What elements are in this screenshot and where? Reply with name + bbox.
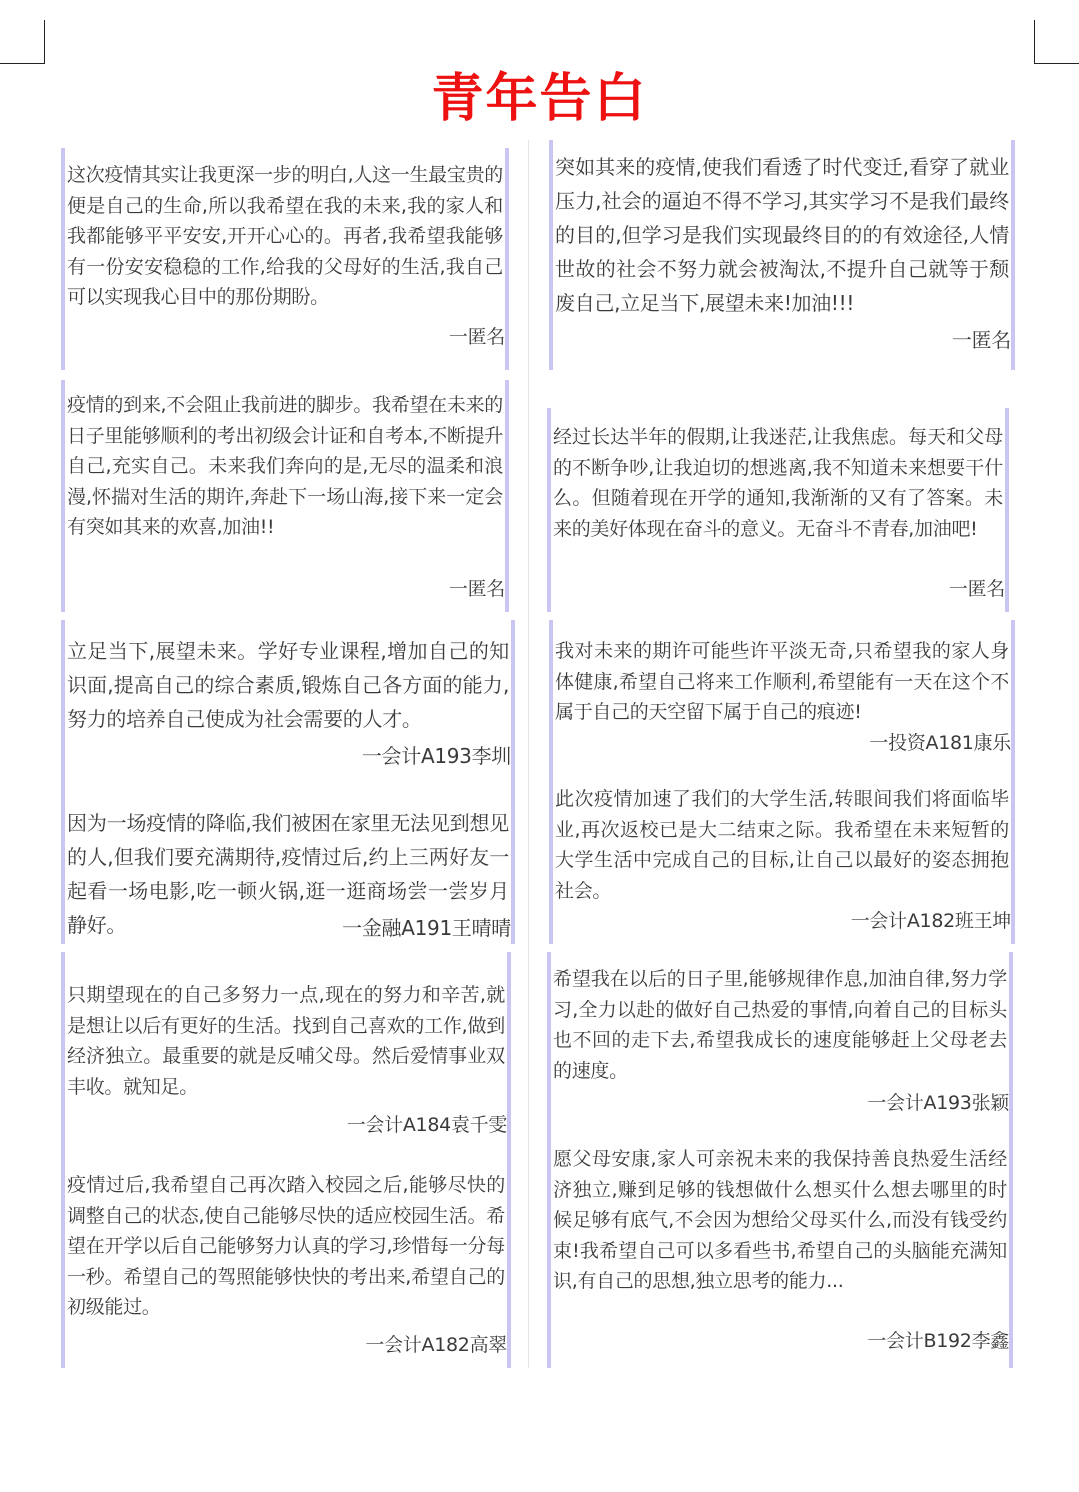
message-entry: [555, 150, 1009, 320]
message-signature: 一匿名: [448, 578, 505, 600]
message-text: 疫情的到来,不会阻止我前进的脚步。我希望在未来的日子里能够顺利的考出初级会计证和自考本,不断提升自己,充实自己。未来我们奔向的是,无尽的温柔和浪漫,怀揣对生活的期许,奔赴下一场山海,接下来一定会有突如其来的欢喜,加油!!: [67, 394, 503, 538]
message-signature: 一会计B192李鑫: [867, 1330, 1009, 1352]
crop-mark: [1034, 63, 1079, 64]
message-text: 这次疫情其实让我更深一步的明白,人这一生最宝贵的便是自己的生命,所以我希望在我的未来,我的家人和我都能够平平安安,开开心心的。再者,我希望我能够有一份安安稳稳的工作,给我的父母好的生活,我自己可以实现我心目中的那份期盼。: [67, 164, 503, 308]
message-card: [549, 140, 1015, 370]
message-signature: 一金融A191王晴晴: [342, 916, 511, 940]
message-card: [61, 620, 515, 944]
message-text: 此次疫情加速了我们的大学生活,转眼间我们将面临毕业,再次返校已是大二结束之际。我希望在未来短暂的大学生活中完成自己的目标,让自己以最好的姿态拥抱社会。: [555, 788, 1009, 902]
message-entry: [555, 636, 1009, 728]
message-card: [549, 620, 1015, 944]
message-text: 希望我在以后的日子里,能够规律作息,加油自律,努力学习,全力以赴的做好自己热爱的事情,向着自己的目标头也不回的走下去,希望我成长的速度能够赶上父母老去的速度。: [553, 968, 1007, 1082]
message-card: [61, 380, 509, 612]
message-entry: [67, 980, 505, 1102]
page-title: 青年告白: [431, 69, 648, 129]
message-card: [61, 148, 509, 370]
message-card: [61, 952, 511, 1368]
message-signature: 一匿名: [448, 326, 505, 348]
message-text: 立足当下,展望未来。学好专业课程,增加自己的知识面,提高自己的综合素质,锻炼自己各方面的能力,努力的培养自己使成为社会需要的人才。: [67, 639, 509, 731]
message-text: 突如其来的疫情,使我们看透了时代变迁,看穿了就业压力,社会的逼迫不得不学习,其实学习不是我们最终的目的,但学习是我们实现最终目的的有效途径,人情世故的社会不努力就会被淘汰,不提升自己就等于颓废自己,立足当下,展望未来!加油!!!: [555, 155, 1009, 315]
message-signature: 一投资A181康乐: [869, 732, 1011, 754]
message-entry: [67, 160, 503, 313]
message-entry: [553, 422, 1003, 544]
message-entry: [553, 1144, 1007, 1297]
message-entry: [553, 964, 1007, 1086]
message-entry: [67, 634, 509, 736]
message-entry: [67, 390, 503, 543]
message-entry: [67, 1170, 505, 1323]
crop-mark: [1034, 20, 1035, 64]
message-card: [547, 952, 1013, 1368]
message-text: 愿父母安康,家人可亲祝未来的我保持善良热爱生活经济独立,赚到足够的钱想做什么想买什么想去哪里的时候足够有底气,不会因为想给父母买什么,而没有钱受约束!我希望自己可以多看些书,希望自己的头脑能充满知识,有自己的思想,独立思考的能力...: [553, 1148, 1007, 1292]
message-text: 经过长达半年的假期,让我迷茫,让我焦虑。每天和父母的不断争吵,让我迫切的想逃离,我不知道未来想要干什么。但随着现在开学的通知,我渐渐的又有了答案。未来的美好体现在奋斗的意义。无奋斗不青春,加油吧!: [553, 426, 1003, 540]
crop-mark: [44, 20, 45, 64]
message-text: 因为一场疫情的降临,我们被困在家里无法见到想见的人,但我们要充满期待,疫情过后,约上三两好友一起看一场电影,吃一顿火锅,逛一逛商场尝一尝岁月静好。: [67, 811, 509, 937]
message-signature: 一会计A182高翠: [365, 1334, 507, 1356]
crop-mark: [0, 63, 45, 64]
message-signature: 一匿名: [951, 328, 1011, 352]
message-text: 疫情过后,我希望自己再次踏入校园之后,能够尽快的调整自己的状态,使自己能够尽快的适应校园生活。希望在开学以后自己能够努力认真的学习,珍惜每一分每一秒。希望自己的驾照能够快快的考出来,希望自己的初级能过。: [67, 1174, 505, 1318]
message-card: [547, 408, 1009, 612]
message-text: 我对未来的期许可能些许平淡无奇,只希望我的家人身体健康,希望自己将来工作顺利,希望能有一天在这个不属于自己的天空留下属于自己的痕迹!: [555, 640, 1009, 723]
message-signature: 一会计A193李圳: [361, 744, 511, 768]
message-signature: 一会计A193张颖: [867, 1092, 1009, 1114]
message-signature: 一会计A182班王坤: [850, 910, 1011, 932]
message-entry: [555, 784, 1009, 906]
message-text: 只期望现在的自己多努力一点,现在的努力和辛苦,就是想让以后有更好的生活。找到自己喜欢的工作,做到经济独立。最重要的就是反哺父母。然后爱情事业双丰收。就知足。: [67, 984, 505, 1098]
column-divider: [528, 140, 529, 1368]
message-signature: 一匿名: [948, 578, 1005, 600]
message-signature: 一会计A184袁千雯: [346, 1114, 507, 1136]
